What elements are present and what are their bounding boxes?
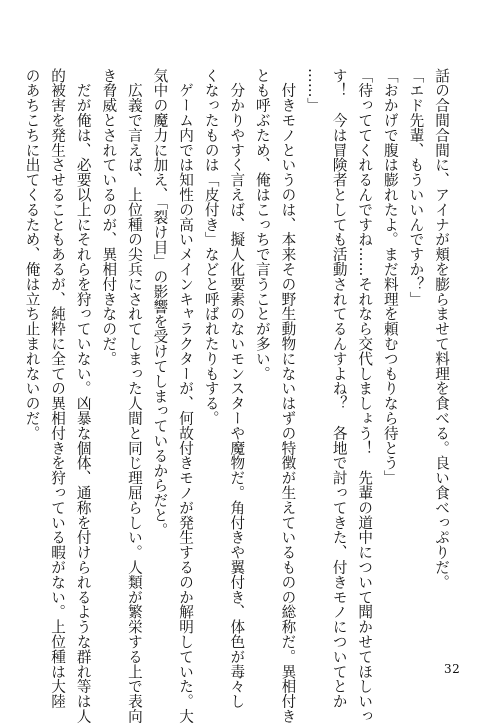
text-line: 分かりやすく言えば、擬人化要素のないモンスターや魔物だ。角付きや翼付き、体色が毒々し <box>228 68 246 709</box>
text-line: のあちこちに出てくるため、俺は立ち止まれないのだ。 <box>23 68 41 441</box>
text-line: ……」 <box>305 68 323 113</box>
text-line: き脅威とされているのが、異相付きなのだ。 <box>100 68 118 366</box>
text-line: とも呼ぶため、俺はこっちで言うことが多い。 <box>253 68 271 381</box>
text-line: くなったものは「皮付き」などと呼ばれたりもする。 <box>202 68 220 426</box>
text-line: 広義で言えば、上位種の尖兵にされてしまった人間と同じ理屈らしい。人類が繁栄する上で表向 <box>125 68 143 724</box>
page-number: 32 <box>444 662 461 676</box>
text-line: 的被害を発生させることもあるが、純粋に全ての異相付きを狩っている暇がない。上位種は大陸 <box>49 68 67 709</box>
text-line: 気中の魔力に加え、「裂け目」の影響を受けてしまっているからだと。 <box>151 68 169 538</box>
text-line: す！ 今は冒険者としても活動されてるんすよね？ 各地で討ってきた、付きモノについてとか <box>330 68 348 709</box>
text-line: 話の合間合間に、アイナが頬を膨らませて料理を食べる。良い食べっぷりだ。 <box>433 68 450 590</box>
text-line: 「おかげで腹は膨れたよ。まだ料理を頼むつもりなら待とう」 <box>381 68 399 486</box>
text-line: 「待っててくれるんですね……それなら交代しましょう！ 先輩の道中について聞かせてほしいっ <box>356 68 374 724</box>
text-line: だが俺は、必要以上にそれらを狩っていない。凶暴な個体、通称を付けられるような群れ等は人 <box>74 68 92 724</box>
text-line: 付きモノというのは、本来その野生動物にないはずの特徴が生えているものの総称だ。異相付き <box>279 68 297 724</box>
text-line: 「エド先輩、もういいんですか？」 <box>407 68 425 307</box>
text-line: ゲーム内では知性の高いメインキャラクターが、何故付きモノが発生するのか解明していた。大 <box>177 68 195 724</box>
